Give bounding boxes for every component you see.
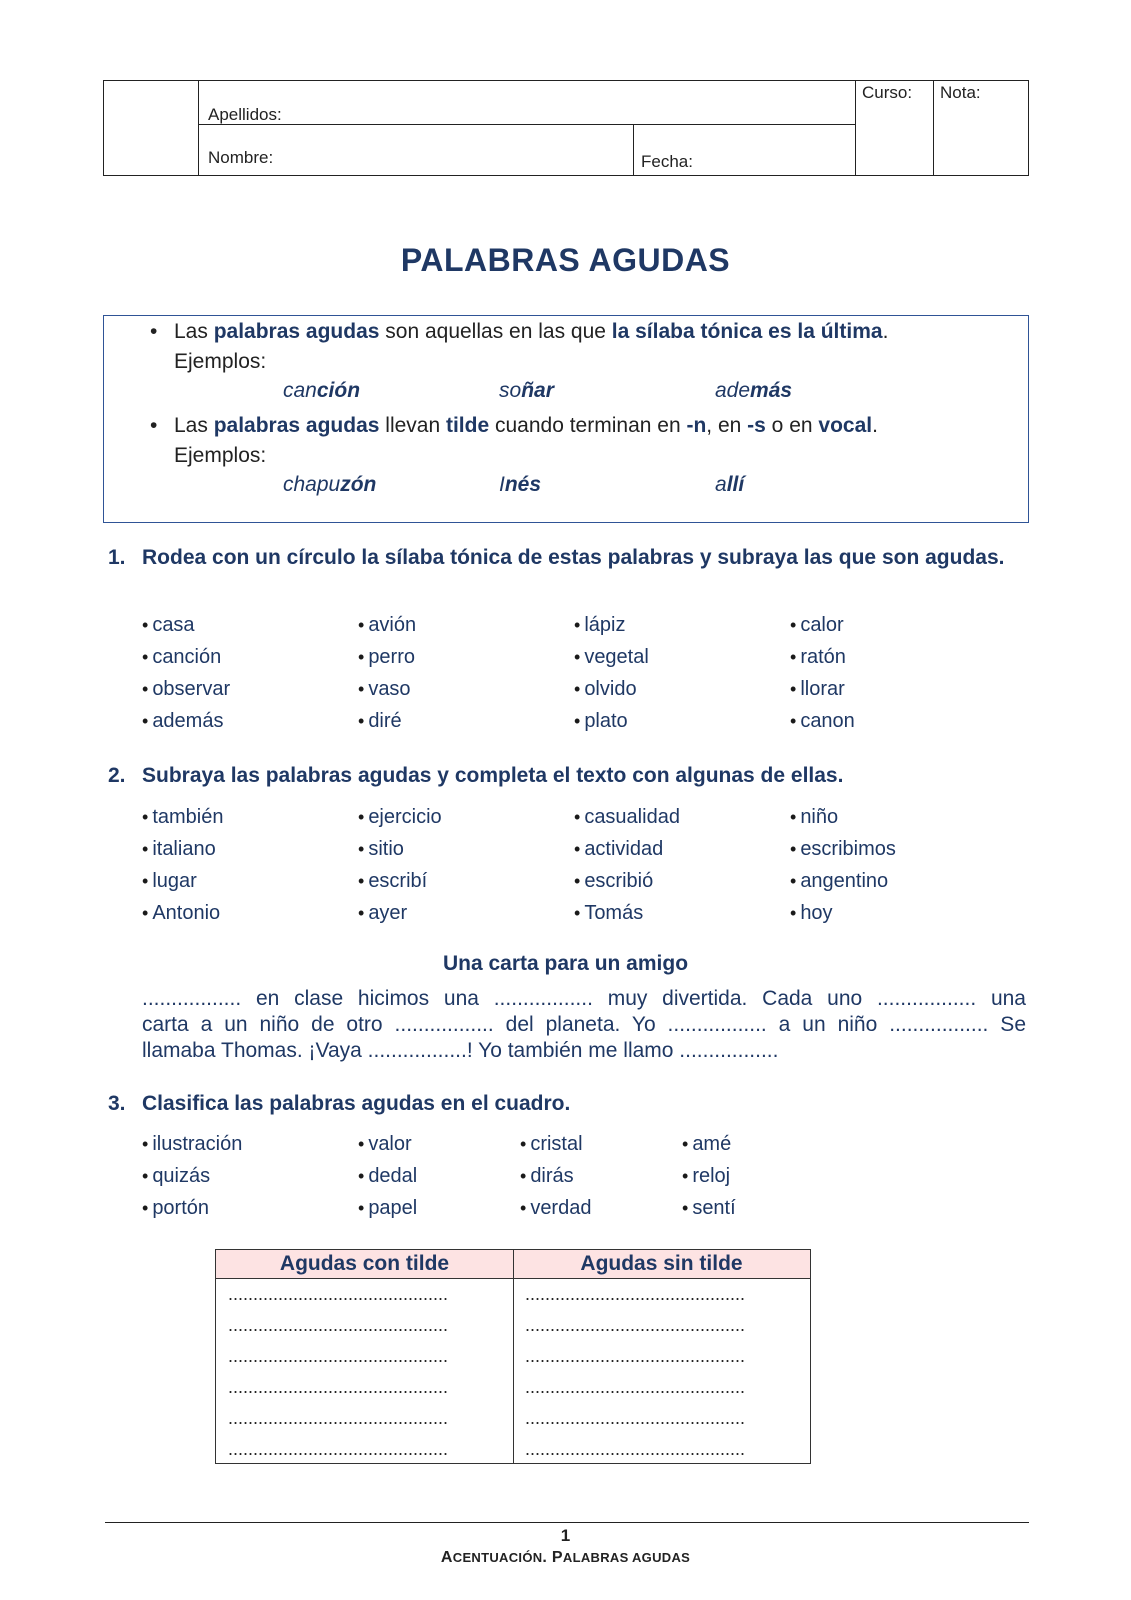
q1-instruction: Rodea con un círculo la sílaba tónica de estas palabras y subraya las que son agudas. [142,546,1005,569]
word-item: • Tomás [574,902,644,924]
answer-line[interactable]: ............................................ [228,1377,449,1397]
answer-line[interactable]: ............................................ [228,1315,449,1335]
answer-line[interactable]: ............................................ [525,1284,746,1304]
word-item: • vaso [358,678,411,700]
word-item: • plato [574,710,628,732]
word-item: • niño [790,806,839,828]
answer-line[interactable]: ............................................ [228,1408,449,1428]
student-info-box [103,80,1029,176]
example-sonar: soñar [499,379,554,402]
answer-line[interactable]: ............................................ [228,1284,449,1304]
word-item: • italiano [142,838,216,860]
nota-label: Nota: [940,83,981,102]
answer-line[interactable]: ............................................ [525,1377,746,1397]
word-item: • ilustración [142,1133,243,1155]
page-title: PALABRAS AGUDAS [400,242,731,278]
word-item: • escribió [574,870,654,892]
example-ademas: además [715,379,793,402]
apellidos-label: Apellidos: [208,105,282,124]
word-item: • portón [142,1197,210,1219]
word-item: • canon [790,710,855,732]
word-item: • llorar [790,678,845,700]
carta-title: Una carta para un amigo [442,952,689,975]
ejemplos-label-1: Ejemplos: [174,350,267,373]
word-item: • casualidad [574,806,680,828]
q1-number: 1. [108,546,126,569]
ejemplos-label-2: Ejemplos: [174,444,267,467]
word-item: • hoy [790,902,833,924]
example-ines: Inés [499,473,542,496]
example-cancion: canción [283,379,361,402]
q2-instruction: Subraya las palabras agudas y completa el texto con algunas de ellas. [142,764,844,787]
answer-line[interactable]: ............................................ [525,1315,746,1335]
word-item: • diré [358,710,402,732]
fecha-label: Fecha: [641,152,693,171]
answer-line[interactable]: ............................................ [228,1439,449,1459]
answer-line[interactable]: ............................................ [228,1346,449,1366]
q3-instruction: Clasifica las palabras agudas en el cuadro. [142,1092,571,1115]
word-item: • casa [142,614,195,636]
word-item: • observar [142,678,231,700]
word-item: • escribí [358,870,428,892]
answer-line[interactable]: ............................................ [525,1408,746,1428]
carta-line-3: llamaba Thomas. ¡Vaya .................! Yo también me llamo ................. [142,1039,779,1062]
word-item: • ratón [790,646,846,668]
answer-line[interactable]: ............................................ [525,1346,746,1366]
example-chapuzon: chapuzón [283,473,377,496]
word-item: • amé [682,1133,732,1155]
word-item: • cristal [520,1133,583,1155]
example-alli: allí [715,473,745,496]
header-agudas-con-tilde: Agudas con tilde [279,1252,450,1275]
word-item: • lápiz [574,614,626,636]
word-item: • canción [142,646,222,668]
word-item: • dedal [358,1165,418,1187]
curso-label: Curso: [862,83,913,102]
word-item: • avión [358,614,417,636]
word-item: • dirás [520,1165,574,1187]
footer-title: ACENTUACIÓN. PALABRAS AGUDAS [440,1549,691,1566]
answer-line[interactable]: ............................................ [525,1439,746,1459]
word-item: • vegetal [574,646,649,668]
carta-line-1: ................. en clase hicimos una ................. muy divertida. Cada uno ................. una [142,987,1026,1010]
word-item: • también [142,806,224,828]
rule-1: • Las palabras agudas son aquellas en las que la sílaba tónica es la última. [150,320,889,343]
word-item: • sentí [682,1197,736,1219]
word-item: • sitio [358,838,404,860]
rules-box [103,315,1029,523]
word-item: • angentino [790,870,889,892]
classification-table [215,1249,811,1464]
word-item: • actividad [574,838,664,860]
word-item: • ayer [358,902,408,924]
word-item: • escribimos [790,838,896,860]
word-item: • papel [358,1197,418,1219]
word-item: • calor [790,614,844,636]
page-number: 1 [560,1526,571,1545]
q3-number: 3. [108,1092,126,1115]
word-item: • lugar [142,870,197,892]
word-item: • quizás [142,1165,211,1187]
word-item: • Antonio [142,902,221,924]
nombre-label: Nombre: [208,148,274,167]
carta-line-2: carta a un niño de otro ................. del planeta. Yo ................. a un niño ................. Se [142,1013,1026,1036]
word-item: • perro [358,646,416,668]
word-item: • olvido [574,678,637,700]
word-item: • valor [358,1133,412,1155]
word-item: • ejercicio [358,806,442,828]
word-item: • además [142,710,224,732]
word-item: • verdad [520,1197,592,1219]
rule-2: • Las palabras agudas llevan tilde cuando terminan en -n, en -s o en vocal. [150,414,878,437]
q2-number: 2. [108,764,126,787]
header-agudas-sin-tilde: Agudas sin tilde [580,1252,743,1275]
word-item: • reloj [682,1165,731,1187]
